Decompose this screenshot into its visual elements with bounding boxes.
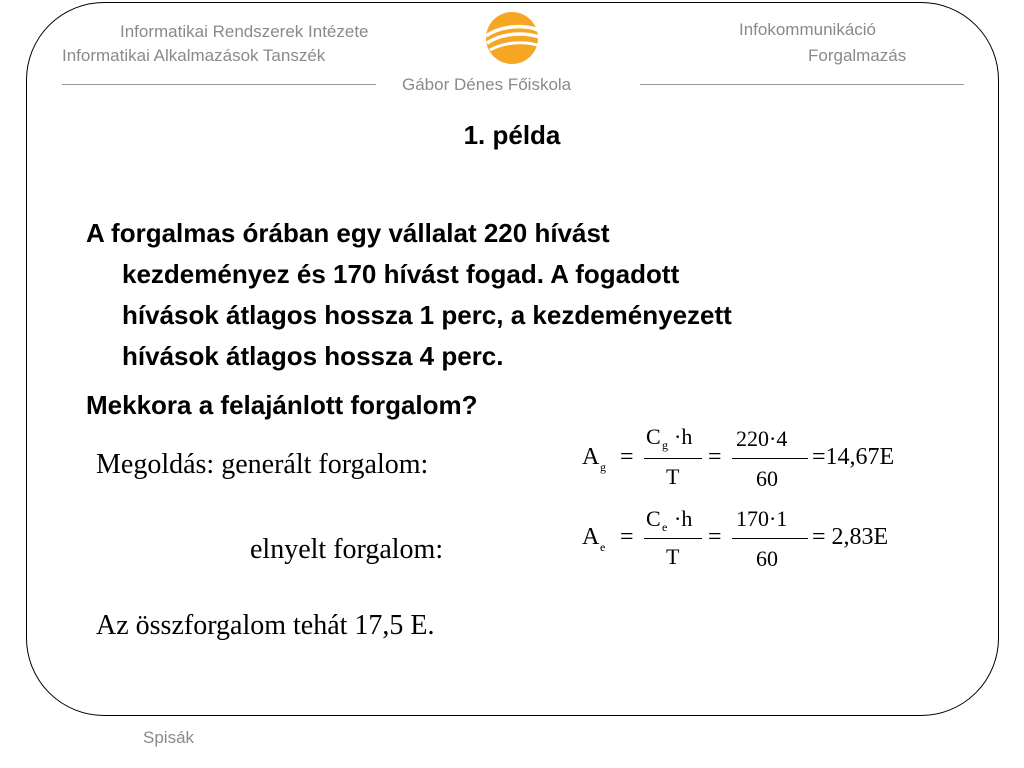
header-institute: Informatikai Rendszerek Intézete xyxy=(120,22,369,41)
eq1-fraction-bar-1 xyxy=(644,458,702,459)
eq1-num-var: C xyxy=(646,424,661,449)
footer-author: Spisák xyxy=(143,728,195,747)
eq1-num-rest: ·h xyxy=(674,424,693,449)
header-school: Gábor Dénes Főiskola xyxy=(402,75,572,94)
question: Mekkora a felajánlott forgalom? xyxy=(86,390,478,420)
eq2-fraction-bar-1 xyxy=(644,538,702,539)
eq2-num-val: 170·1 xyxy=(736,506,788,531)
eq2-equals-2: = xyxy=(708,524,722,550)
header-rule-right xyxy=(640,84,964,85)
eq2-equals-1: = xyxy=(620,524,634,550)
eq1-fraction-bar-2 xyxy=(732,458,808,459)
eq1-lhs-sub: g xyxy=(600,460,606,474)
eq2-num-var: C xyxy=(646,506,661,531)
eq1-den-val: 60 xyxy=(756,466,778,491)
slide-title: 1. példa xyxy=(463,120,561,150)
eq1-num-val: 220·4 xyxy=(736,426,788,451)
eq2-result: = 2,83E xyxy=(812,524,889,550)
eq1-equals-1: = xyxy=(620,444,634,470)
problem-line-4: hívások átlagos hossza 4 perc. xyxy=(122,341,504,371)
header-topic: Forgalmazás xyxy=(808,46,907,65)
header-subject: Infokommunikáció xyxy=(739,20,877,39)
eq2-lhs-sub: e xyxy=(600,540,606,554)
school-logo xyxy=(484,10,540,66)
header-department: Informatikai Alkalmazások Tanszék xyxy=(62,46,326,65)
generated-traffic-equation xyxy=(580,420,920,500)
eq2-den-val: 60 xyxy=(756,546,778,571)
total-traffic: Az összforgalom tehát 17,5 E. xyxy=(96,610,435,641)
header-rule-left xyxy=(62,84,376,85)
absorbed-label: elnyelt forgalom: xyxy=(250,534,444,565)
eq2-lhs: A xyxy=(582,524,600,550)
eq2-num-sub: e xyxy=(662,520,668,534)
eq1-equals-2: = xyxy=(708,444,722,470)
solution-label: Megoldás: generált forgalom: xyxy=(96,449,429,480)
problem-line-3: hívások átlagos hossza 1 perc, a kezdeményezett xyxy=(122,300,732,330)
eq2-fraction-bar-2 xyxy=(732,538,808,539)
absorbed-traffic-equation xyxy=(580,506,920,586)
eq1-result: =14,67E xyxy=(812,444,895,470)
eq1-den-var: T xyxy=(666,464,680,489)
eq1-num-sub: g xyxy=(662,438,668,452)
eq2-num-rest: ·h xyxy=(674,506,693,531)
eq2-den-var: T xyxy=(666,544,680,569)
eq1-lhs: A xyxy=(582,444,600,470)
problem-line-1: A forgalmas órában egy vállalat 220 hívást xyxy=(86,218,610,248)
problem-line-2: kezdeményez és 170 hívást fogad. A fogadott xyxy=(122,259,680,289)
